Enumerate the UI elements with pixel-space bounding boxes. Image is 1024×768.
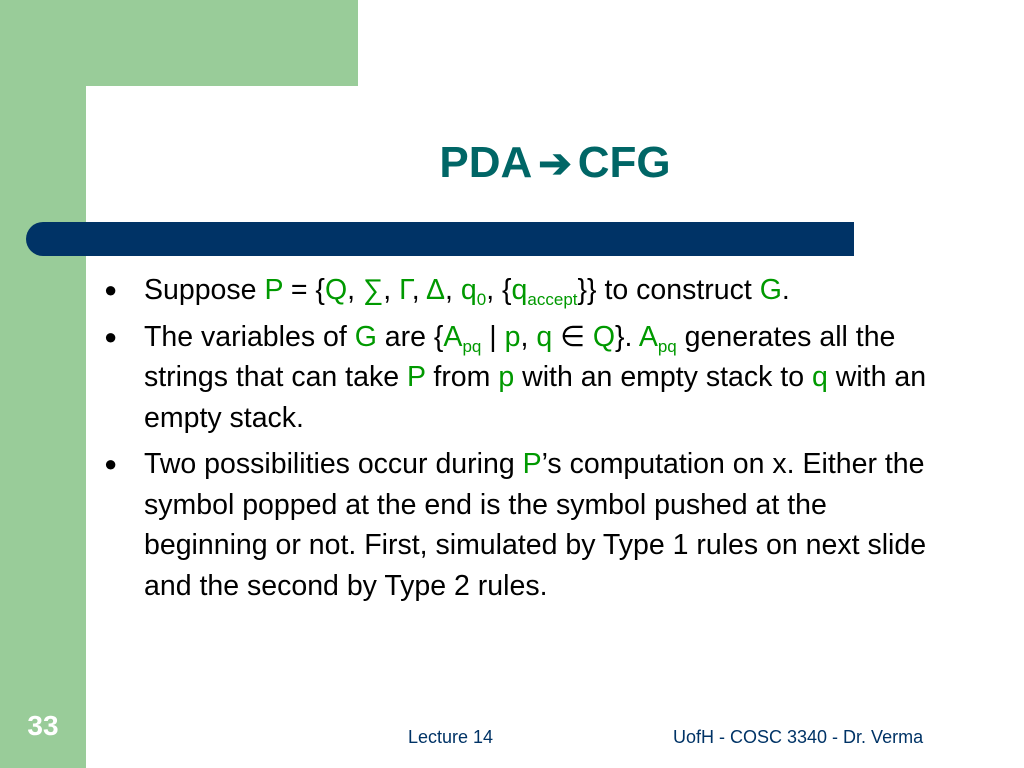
bullet-icon: ● — [104, 277, 118, 302]
state-q-symbol: q — [811, 361, 828, 393]
text: are { — [376, 320, 444, 353]
input-alphabet-symbol: ∑ — [362, 274, 384, 306]
text: | — [481, 320, 505, 353]
text: ∈ — [552, 320, 593, 353]
start-state-symbol — [460, 274, 487, 309]
text: from — [425, 361, 499, 393]
text: Two possibilities occur during — [144, 448, 523, 480]
text: }} to construct — [577, 274, 760, 306]
top-green-band — [0, 0, 358, 86]
arrow-icon: ➔ — [538, 142, 572, 186]
text: ’s computation on x. Either the symbol popped at the end is the symbol pushed at the beginning or not. First, simulated by Type 1 rules on next slide and the second by Type 2 rules. — [144, 448, 927, 602]
text: , — [383, 274, 400, 306]
left-green-band — [0, 0, 86, 768]
start-state-letter: q — [460, 274, 477, 306]
text: , { — [486, 274, 512, 306]
states-symbol: Q — [592, 320, 616, 353]
stack-alphabet-symbol: Γ — [399, 274, 412, 306]
text: The variables of — [144, 320, 355, 353]
slide-title — [86, 138, 1024, 188]
pda-symbol: P — [406, 361, 426, 393]
variable-subscript: pq — [462, 336, 482, 356]
text: with an empty stack. — [144, 361, 927, 434]
variable-symbol — [443, 320, 482, 356]
variable-letter: A — [638, 320, 658, 353]
grammar-symbol: G — [354, 320, 377, 353]
state-p-symbol: p — [498, 361, 515, 393]
transition-symbol: Δ — [425, 274, 446, 306]
pda-symbol: P — [264, 274, 283, 306]
text: , — [411, 274, 426, 306]
bullet-item-1 — [104, 270, 954, 311]
accept-state-letter: q — [511, 274, 528, 306]
text: with an empty stack to — [514, 361, 812, 393]
bullet-icon: ● — [104, 451, 118, 476]
state-p-symbol: p — [504, 320, 521, 353]
state-q-symbol: q — [536, 320, 553, 353]
text: }. — [615, 320, 639, 353]
accept-state-subscript: accept — [527, 290, 578, 309]
title-right: CFG — [577, 138, 671, 187]
pda-symbol: P — [522, 448, 542, 480]
variable-symbol — [638, 320, 677, 356]
text: generates all the strings that can take — [144, 320, 896, 393]
bullet-list — [104, 270, 954, 612]
states-symbol: Q — [324, 274, 348, 306]
text: . — [781, 274, 790, 306]
variable-letter: A — [443, 320, 463, 353]
text: , — [347, 274, 363, 306]
text: = { — [282, 274, 325, 306]
text: , — [445, 274, 461, 306]
text: Suppose — [144, 274, 265, 306]
footer-lecture: Lecture 14 — [408, 727, 494, 747]
page-number: 33 — [27, 710, 59, 741]
accept-state-symbol — [511, 274, 578, 309]
bullet-icon: ● — [104, 323, 118, 349]
footer-course: UofH - COSC 3340 - Dr. Verma — [673, 727, 924, 747]
start-state-subscript: 0 — [476, 290, 487, 309]
bullet-item-2 — [104, 317, 954, 439]
text: , — [520, 320, 537, 353]
bullet-item-3 — [104, 444, 954, 606]
title-left: PDA — [439, 138, 533, 187]
grammar-symbol: G — [759, 274, 782, 306]
variable-subscript: pq — [657, 336, 677, 356]
title-underline-bar — [26, 222, 854, 256]
